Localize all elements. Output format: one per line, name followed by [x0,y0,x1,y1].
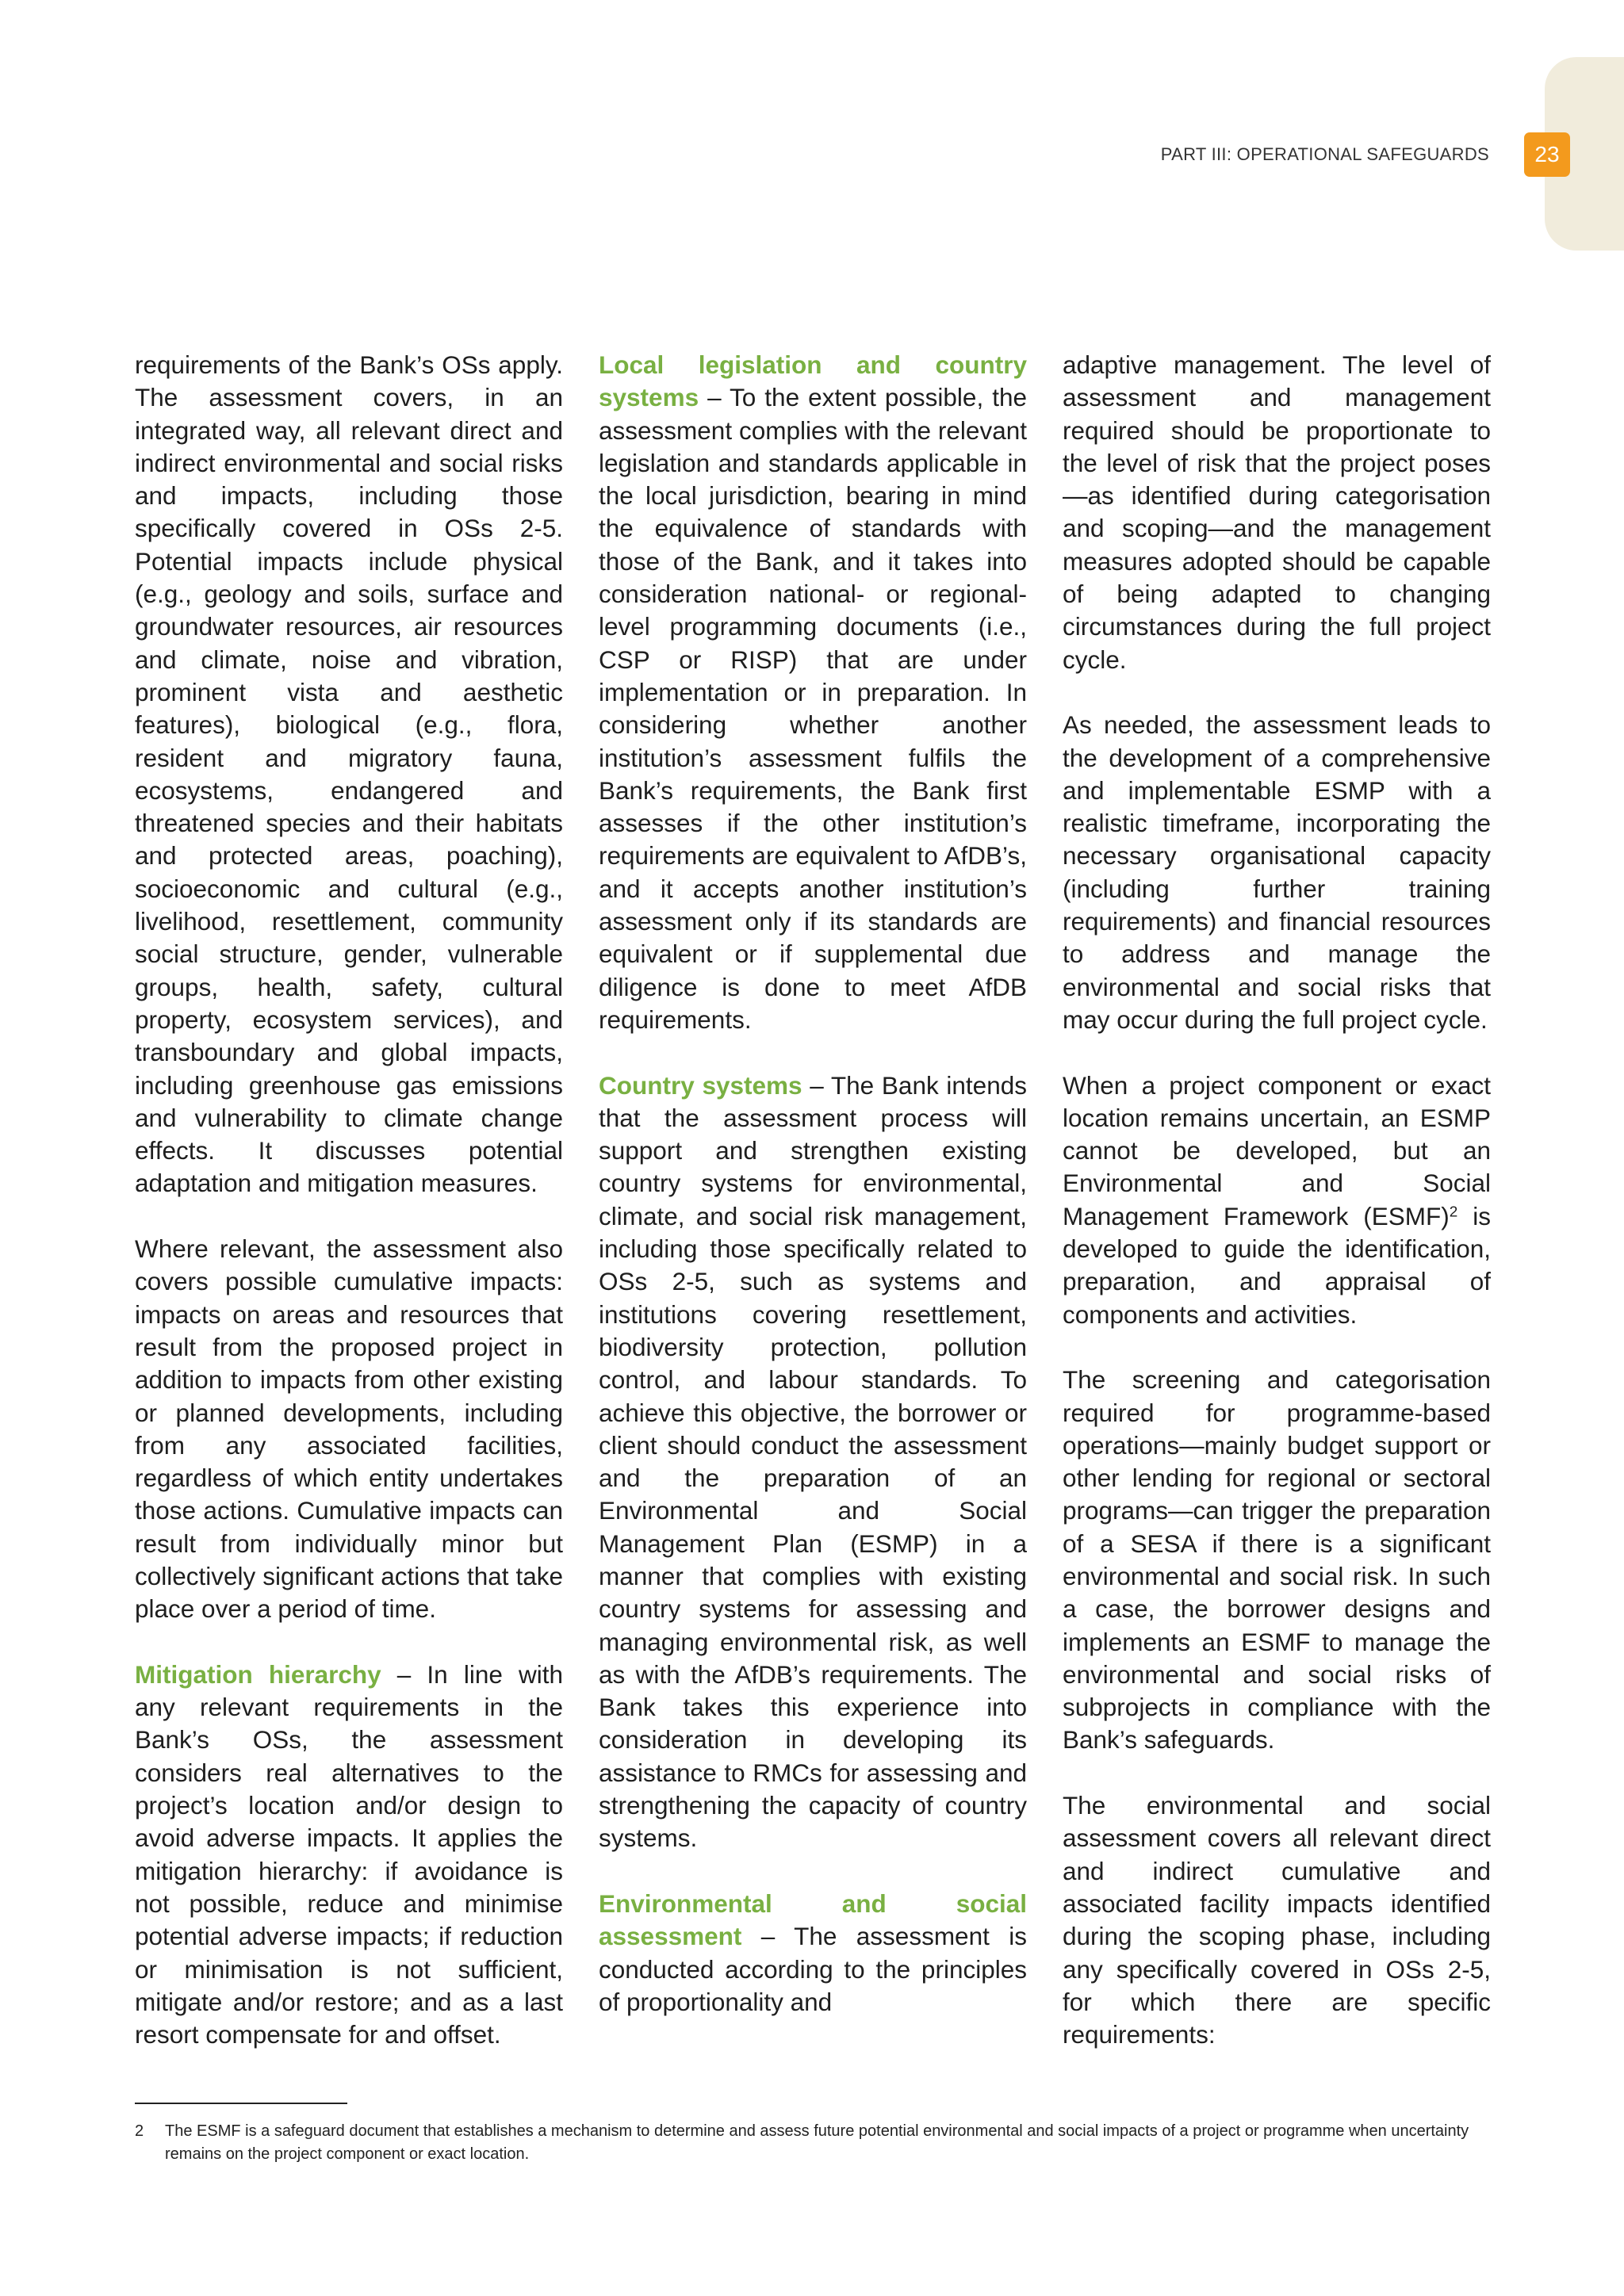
text-column-2 [599,349,1027,2019]
paragraph-body: When a project component or exact location remains uncertain, an ESMP cannot be developed, but an Environmental and Social Management Framework (ESMF) [1063,1070,1491,1230]
paragraph-body: – The assessment is conducted according to the principles of proportionality and [599,1922,1027,2016]
footnote-divider [135,2103,347,2104]
section-heading-country-systems: Country systems [599,1070,802,1100]
paragraph-body: – To the extent possible, the assessment complies with the relevant legislation and standards applicable in the local jurisdiction, bearing in mind the equivalence of standards with those of the Bank, and it takes into consideration national- or regional- level programming documents (i.e., CSP or RISP) that are under implementation or in preparation. In considering whether another institution’s assessment fulfils the Bank’s requirements, the Bank first assesses if the other institution’s requirements are equivalent to AfDB’s, and it accepts another institution’s assessment only if its standards are equivalent or if supplemental due diligence is done to meet AfDB requirements. [599,383,1027,1034]
section-heading-environmental-social-assessment: Environmental and social assessment [599,1888,1027,1951]
section-heading-local-legislation: Local legislation and country systems [599,350,1027,412]
text-column-3 [1063,349,1491,2051]
footnote-text: The ESMF is a safeguard document that establishes a mechanism to determine and assess future potential environmental and social impacts of a project or programme when uncertainty remains on the project component or exact location. [165,2122,1469,2163]
paragraph [1063,1070,1491,1331]
text-column-1 [135,349,563,2051]
paragraph: The screening and categorisation required for programme-based operations—mainly budget support or other lending for regional or sectoral programs—can trigger the preparation of a SESA if there is a significant environmental and social risk. In such a case, the borrower designs and implements an ESMF to manage the environmental and social risks of subprojects in compliance with the Bank’s safeguards. [1063,1365,1491,1755]
paragraph [599,349,1027,1036]
page-number-badge: 23 [1524,132,1570,177]
footnote-number: 2 [135,2122,144,2140]
paragraph: adaptive management. The level of assessment and management required should be proportionate to the level of risk that the project poses—as identified during categorisation and scoping—and the management measures adopted should be capable of being adapted to changing circumstances during the full project cycle. [1063,350,1491,674]
paragraph [135,1659,563,2052]
section-heading-mitigation-hierarchy: Mitigation hierarchy [135,1659,381,1689]
paragraph: requirements of the Bank’s OSs apply. The assessment covers, in an integrated way, all relevant direct and indirect environmental and social risks and impacts, including those specifically covered in OSs 2-5. Potential impacts include physical (e.g., geology and soils, surface and groundwater resources, air resources and climate, noise and vibration, prominent vista and aesthetic features), biological (e.g., flora, resident and migratory fauna, ecosystems, endangered and threatened species and their habitats and protected areas, poaching), socioeconomic and cultural (e.g., livelihood, resettlement, community social structure, gender, vulnerable groups, health, safety, cultural property, ecosystem services), and transboundary and global impacts, including greenhouse gas emissions and vulnerability to climate change effects. It discusses potential adaptation and mitigation measures. [135,350,563,1198]
paragraph [599,1888,1027,2019]
paragraph [599,1070,1027,1855]
paragraph: Where relevant, the assessment also covers possible cumulative impacts: impacts on areas and resources that result from the proposed project in addition to impacts from other existing or planned developments, including from any associated facilities, regardless of which entity undertakes those actions. Cumulative impacts can result from individually minor but collectively significant actions that take place over a period of time. [135,1234,563,1624]
paragraph-body: – In line with any relevant requirements in the Bank’s OSs, the assessment considers real alternatives to the project’s location and/or design to avoid adverse impacts. It applies the mitigation hierarchy: if avoidance is not possible, reduce and minimise potential adverse impacts; if reduction or minimisation is not sufficient, mitigate and/or restore; and as a last resort compensate for and offset. [135,1659,563,2049]
paragraph-body: is developed to guide the identification, preparation, and appraisal of components and activities. [1063,1201,1491,1329]
running-header: PART III: OPERATIONAL SAFEGUARDS [1160,144,1489,164]
footnote [135,2120,1499,2166]
paragraph-body: – The Bank intends that the assessment process will support and strengthen existing country systems for environmental, climate, and social risk management, including those specifically related to OSs 2-5, such as systems and institutions covering resettlement, biodiversity protection, pollution control, and labour standards. To achieve this objective, the borrower or client should conduct the assessment and the preparation of an Environmental and Social Management Plan (ESMP) in a manner that complies with existing country systems for assessing and managing environmental risk, as well as with the AfDB’s requirements. The Bank takes this experience into consideration in developing its assistance to RMCs for assessing and strengthening the capacity of country systems. [599,1070,1027,1853]
footnote-reference[interactable]: 2 [1449,1203,1458,1221]
paragraph: The environmental and social assessment covers all relevant direct and indirect cumulative and associated facility impacts identified during the scoping phase, including any specifically covered in OSs 2-5, for which there are specific requirements: [1063,1791,1491,2049]
paragraph: As needed, the assessment leads to the development of a comprehensive and implementable ESMP with a realistic timeframe, incorporating the necessary organisational capacity (including further training requirements) and financial resources to address and manage the environmental and social risks that may occur during the full project cycle. [1063,710,1491,1034]
